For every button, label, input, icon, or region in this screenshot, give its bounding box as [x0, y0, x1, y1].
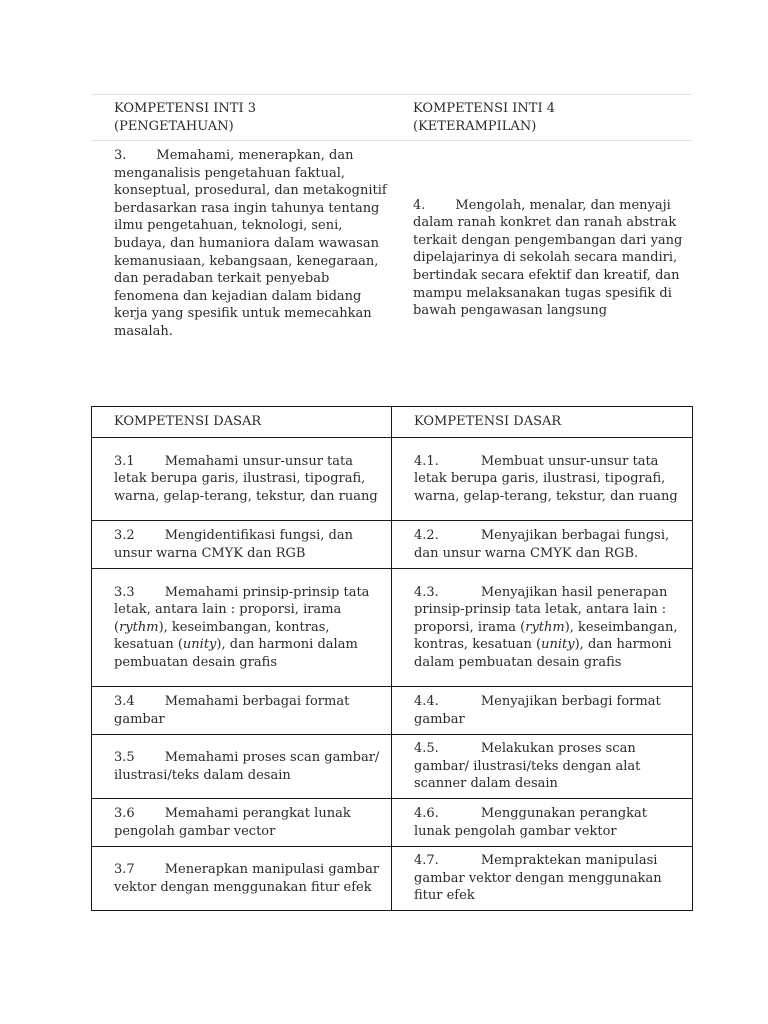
kd-cell-3-7 — [92, 847, 392, 911]
ki3-number: 3. — [114, 148, 127, 163]
kd-cell-3-2 — [92, 521, 392, 569]
kd-text: Menggunakan perangkat lunak pengolah gambar vektor — [414, 805, 647, 839]
kd-text-italic: rythm — [525, 619, 565, 635]
kd-header-right: KOMPETENSI DASAR — [392, 407, 693, 438]
ki3-title: KOMPETENSI INTI 3 — [114, 101, 256, 116]
kd-number: 4.7. — [414, 853, 439, 869]
kd-cell-3-4 — [92, 687, 392, 735]
kd-text: Memahami prinsip-prinsip tata letak, antara lain : proporsi, irama ( — [114, 584, 370, 635]
kd-header-row — [92, 407, 693, 438]
kd-row — [92, 569, 693, 687]
kd-text: Mempraktekan manipulasi gambar vektor dengan menggunakan fitur efek — [414, 853, 662, 904]
kd-text: Mengidentifikasi fungsi, dan unsur warna CMYK dan RGB — [114, 527, 353, 561]
kd-cell-4-3 — [392, 569, 693, 687]
ki4-title: KOMPETENSI INTI 4 — [413, 101, 555, 116]
kd-number: 4.5. — [414, 741, 439, 757]
kd-text-italic: rythm — [119, 619, 159, 635]
kd-text: Memahami proses scan gambar/ ilustrasi/teks dalam desain — [114, 749, 380, 783]
ki3-body — [91, 141, 390, 366]
kompetensi-dasar-table — [91, 406, 693, 911]
ki-header-row — [91, 95, 692, 141]
kd-cell-4-5 — [392, 735, 693, 799]
kd-row — [92, 847, 693, 911]
kd-row — [92, 521, 693, 569]
kd-cell-4-2 — [392, 521, 693, 569]
kd-cell-3-1 — [92, 438, 392, 521]
kd-number: 3.3 — [114, 584, 135, 600]
kd-text: Melakukan proses scan gambar/ ilustrasi/teks dengan alat scanner dalam desain — [414, 741, 641, 792]
kd-number: 4.2. — [414, 527, 439, 543]
kd-text: ), dan harmoni dalam pembuatan desain grafis — [114, 637, 358, 670]
kd-cell-4-6 — [392, 799, 693, 847]
kd-header-left: KOMPETENSI DASAR — [92, 407, 392, 438]
kd-row — [92, 799, 693, 847]
ki3-header — [91, 95, 390, 141]
kd-text: Menyajikan hasil penerapan prinsip-prinsip tata letak, antara lain : proporsi, irama ( — [414, 584, 668, 635]
ki4-subtitle: (KETERAMPILAN) — [413, 118, 537, 134]
kd-cell-3-5 — [92, 735, 392, 799]
kd-text: Menyajikan berbagi format gambar — [414, 693, 661, 727]
ki4-text: Mengolah, menalar, dan menyaji dalam ranah konkret dan ranah abstrak terkait dengan pengembangan dari yang dipelajarinya di sekolah secara mandiri, bertindak secara efektif dan kreatif, dan mampu melaksanakan tugas spesifik di bawah pengawasan langsung — [413, 197, 683, 319]
kd-text: Memahami unsur-unsur tata letak berupa garis, ilustrasi, tipografi, warna, gelap-terang, tekstur, dan ruang — [114, 453, 378, 504]
kd-cell-3-6 — [92, 799, 392, 847]
kd-number: 4.4. — [414, 693, 439, 709]
ki3-text: Memahami, menerapkan, dan menganalisis pengetahuan faktual, konseptual, prosedural, dan metakognitif berdasarkan rasa ingin tahunya tentang ilmu pengetahuan, teknologi, seni, budaya, dan humaniora dalam wawasan kemanusiaan, kebangsaan, kenegaraan, dan peradaban terkait penyebab fenomena dan kejadian dalam bidang kerja yang spesifik untuk memecahkan masalah. — [114, 148, 387, 339]
kd-number: 4.6. — [414, 805, 439, 821]
kd-number: 3.5 — [114, 749, 135, 765]
kd-row — [92, 687, 693, 735]
kd-text: Menyajikan berbagai fungsi, dan unsur warna CMYK dan RGB. — [414, 527, 670, 561]
kd-text-italic: unity — [541, 637, 575, 653]
kd-row — [92, 438, 693, 521]
kd-number: 3.6 — [114, 805, 135, 821]
kd-text: ), keseimbangan, kontras, kesatuan ( — [414, 619, 678, 653]
kd-text: Membuat unsur-unsur tata letak berupa garis, ilustrasi, tipografi, warna, gelap-terang, tekstur, dan ruang — [414, 453, 678, 504]
ki3-subtitle: (PENGETAHUAN) — [114, 118, 234, 134]
ki-body-row — [91, 141, 692, 366]
kd-text: Memahami perangkat lunak pengolah gambar vector — [114, 805, 351, 839]
kd-text-italic: unity — [182, 637, 217, 653]
kd-cell-4-7 — [392, 847, 693, 911]
kd-cell-4-1 — [392, 438, 693, 521]
kd-cell-4-4 — [392, 687, 693, 735]
kd-text: ), keseimbangan, kontras, kesatuan ( — [114, 619, 330, 653]
kd-number: 4.1. — [414, 453, 439, 469]
kd-text: ), dan harmoni dalam pembuatan desain grafis — [414, 637, 672, 670]
ki4-number: 4. — [413, 197, 426, 213]
kd-text: Menerapkan manipulasi gambar vektor dengan menggunakan fitur efek — [114, 861, 380, 895]
ki4-header — [390, 95, 692, 141]
kd-number: 3.1 — [114, 453, 135, 469]
kd-row — [92, 735, 693, 799]
kd-number: 3.4 — [114, 693, 135, 709]
kd-cell-3-3 — [92, 569, 392, 687]
kd-text: Memahami berbagai format gambar — [114, 693, 350, 727]
ki4-body — [390, 141, 692, 366]
kd-number: 3.7 — [114, 861, 135, 877]
kd-number: 4.3. — [414, 584, 439, 600]
kompetensi-inti-table — [91, 94, 692, 366]
kd-number: 3.2 — [114, 527, 135, 543]
